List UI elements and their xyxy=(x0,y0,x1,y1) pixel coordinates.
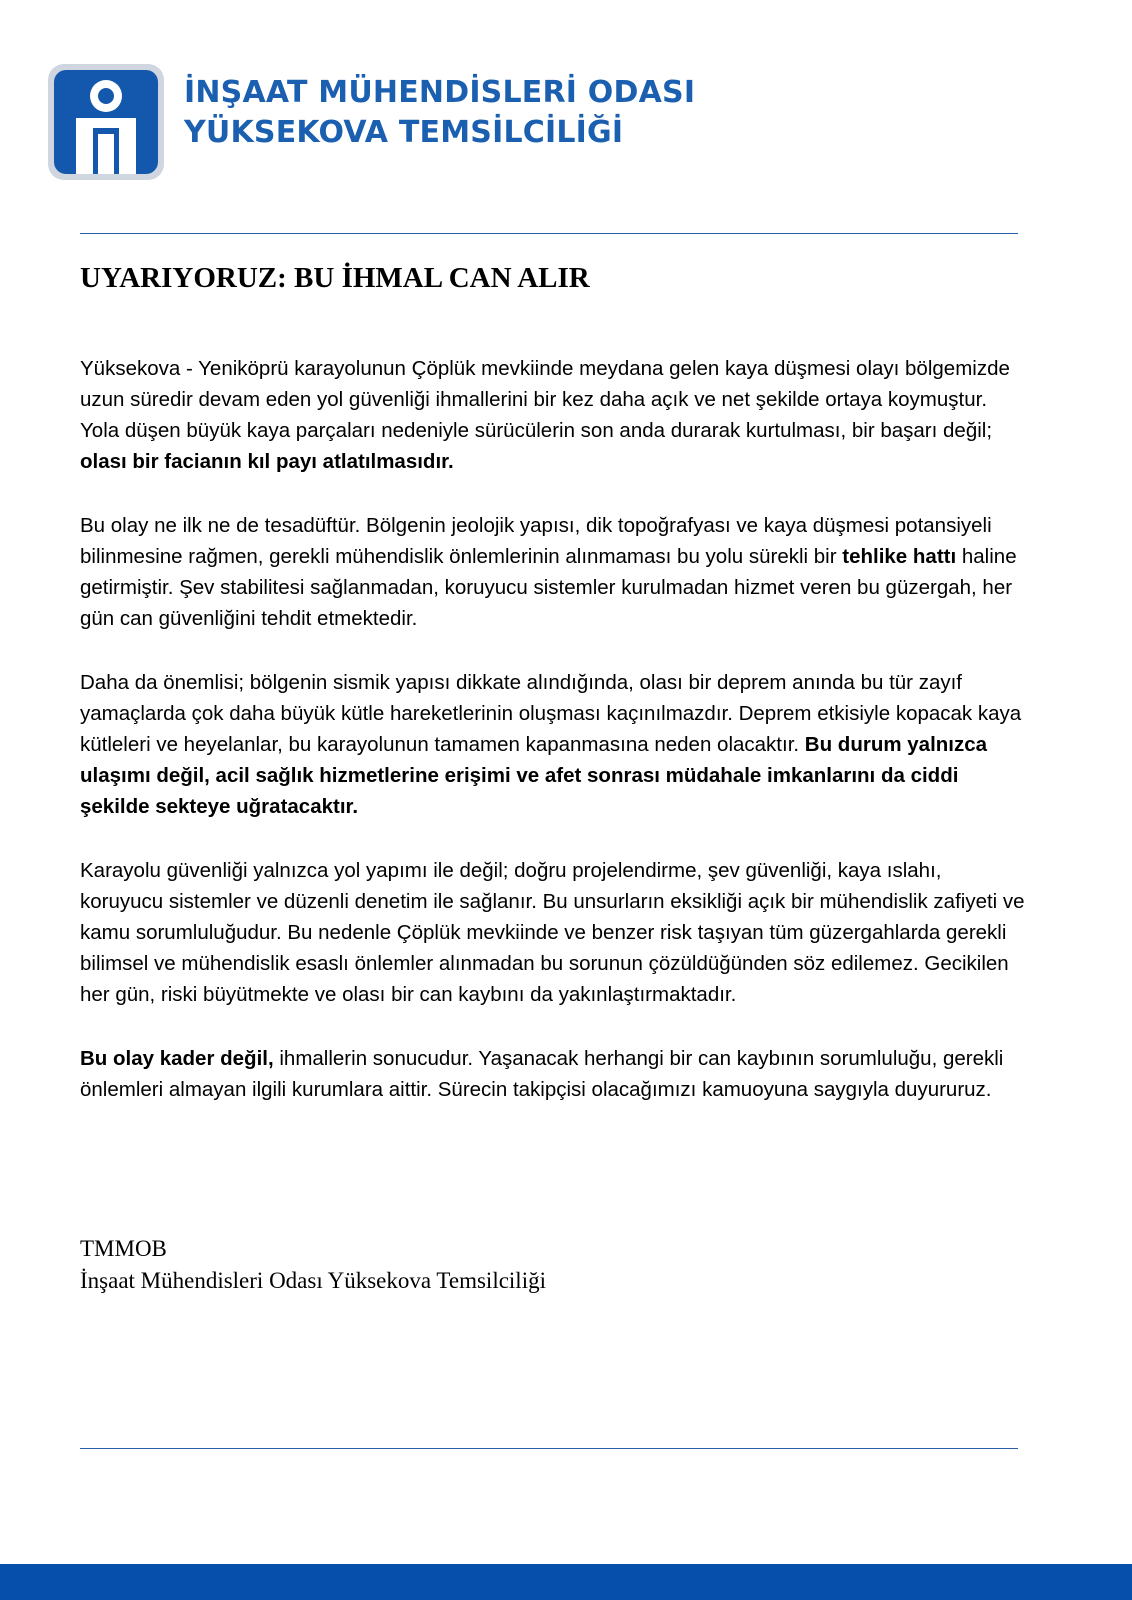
bold-text: Bu olay kader değil, xyxy=(80,1047,274,1070)
paragraph-5 xyxy=(80,1043,1030,1105)
bold-text: tehlike hattı xyxy=(842,545,957,568)
text-segment: Karayolu güvenliği yalnızca yol yapımı ile değil; doğru projelendirme, şev güvenliği, kaya ıslahı, koruyucu sistemler ve düzenli denetim ile sağlanır. Bu unsurların eksikliği açık bir mühendislik zafiyeti ve kamu sorumluluğudur. Bu nedenle Çöplük mevkiinde ve benzer risk taşıyan tüm güzergahlarda gerekli bilimsel ve mühendislik esaslı önlemler alınmadan bu sorunun çözüldüğünden söz edilemez. Gecikilen her gün, riski büyütmekte ve olası bir can kaybını da yakınlaştırmaktadır. xyxy=(80,859,1025,1006)
logo-leg-center xyxy=(98,134,114,174)
text-segment: Bu olay ne ilk ne de tesadüftür. Bölgenin jeolojik yapısı, dik topoğrafyası ve kaya düşmesi potansiyeli bilinmesine rağmen, gerekli mühendislik önlemlerinin alınmaması bu yolu sürekli bir xyxy=(80,514,992,568)
signature-line-1: TMMOB xyxy=(80,1236,167,1261)
header-divider xyxy=(80,233,1018,234)
paragraph-1 xyxy=(80,353,1030,477)
text-segment: haline getirmiştir. Şev stabilitesi sağlanmadan, koruyucu sistemler kurulmadan hizmet veren bu güzergah, her gün can güvenliğini tehdit etmektedir. xyxy=(80,545,1017,630)
letterhead xyxy=(48,64,695,180)
paragraph-4 xyxy=(80,855,1030,1010)
organization-name xyxy=(184,73,695,153)
signature-block xyxy=(80,1233,546,1297)
document-body xyxy=(80,353,1030,1138)
paragraph-2 xyxy=(80,510,1030,634)
text-segment: Yüksekova - Yeniköprü karayolunun Çöplük mevkiinde meydana gelen kaya düşmesi olayı bölgemizde uzun süredir devam eden yol güvenliği ihmallerini bir kez daha açık ve net şekilde ortaya koymuştur. Yola düşen büyük kaya parçaları nedeniyle sürücülerin son anda durarak kurtulması, bir başarı değil; xyxy=(80,357,1010,442)
document-title: UYARIYORUZ: BU İHMAL CAN ALIR xyxy=(80,262,590,294)
bold-text: olası bir facianın kıl payı atlatılmasıdır. xyxy=(80,450,454,473)
logo-bridge xyxy=(76,118,136,128)
footer-divider xyxy=(80,1448,1018,1449)
org-name-line-1: İNŞAAT MÜHENDİSLERİ ODASI xyxy=(184,75,696,110)
logo-ring-inner xyxy=(98,88,114,104)
signature-line-2: İnşaat Mühendisleri Odası Yüksekova Temsilciliği xyxy=(80,1268,546,1293)
text-segment: ihmallerin sonucudur. Yaşanacak herhangi bir can kaybının sorumluluğu, gerekli önlemleri almayan ilgili kurumlara aittir. Sürecin takipçisi olacağımızı kamuoyuna saygıyla duyururuz. xyxy=(80,1047,1004,1101)
org-name-line-2: YÜKSEKOVA TEMSİLCİLİĞİ xyxy=(184,115,624,150)
bold-text: Bu durum yalnızca ulaşımı değil, acil sağlık hizmetlerine erişimi ve afet sonrası müdahale imkanlarını da ciddi şekilde sekteye uğratacaktır. xyxy=(80,733,988,818)
text-segment: Daha da önemlisi; bölgenin sismik yapısı dikkate alındığında, olası bir deprem anında bu tür zayıf yamaçlarda çok daha büyük kütle hareketlerinin oluşması kaçınılmazdır. Deprem etkisiyle kopacak kaya kütleleri ve heyelanlar, bu karayolunun tamamen kapanmasına neden olacaktır. xyxy=(80,671,1022,756)
imo-logo-mark xyxy=(54,70,158,174)
imo-logo-icon xyxy=(48,64,164,180)
paragraph-3 xyxy=(80,667,1030,822)
footer-bar xyxy=(0,1564,1132,1600)
